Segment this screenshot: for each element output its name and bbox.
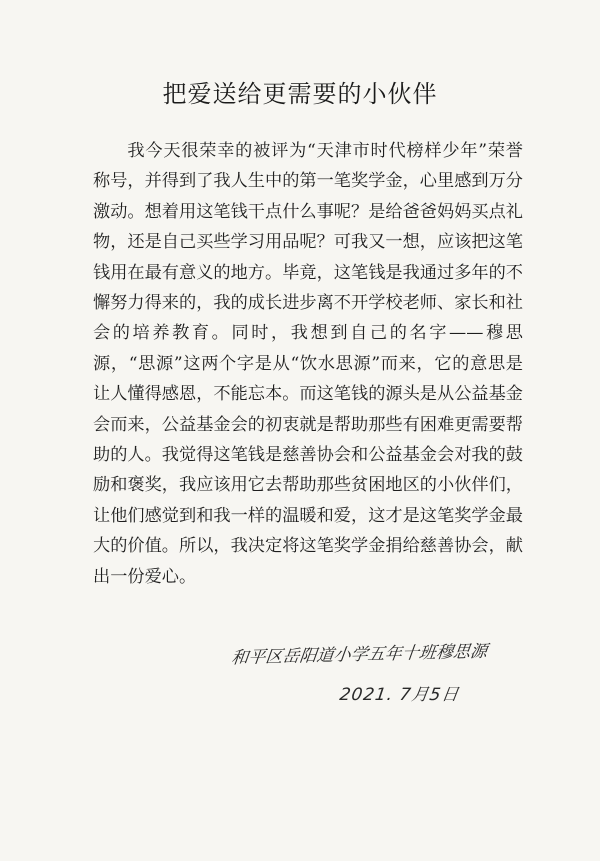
handwritten-signature: 和平区岳阳道小学五年十班穆思源 [230,641,489,669]
handwritten-date: 2021. 7月5日 [338,685,461,705]
letter-title: 把爱送给更需要的小伙伴 [162,80,438,108]
letter-body [93,136,523,592]
letter-paragraph: 我今天很荣幸的被评为“天津市时代榜样少年”荣誉称号，并得到了我人生中的第一笔奖学金，心里感到万分激动。想着用这笔钱干点什么事呢？是给爸爸妈妈买点礼物，还是自己买些学习用品呢？可我又一想，应该把这笔钱用在最有意义的地方。毕竟，这笔钱是我通过多年的不懈努力得来的，我的成长进步离不开学校老师、家长和社会的培养教育。同时，我想到自己的名字——穆思源，“思源”这两个字是从“饮水思源”而来，它的意思是让人懂得感恩，不能忘本。而这笔钱的源头是从公益基金会而来，公益基金会的初衷就是帮助那些有困难更需要帮助的人。我觉得这笔钱是慈善协会和公益基金会对我的鼓励和褒奖，我应该用它去帮助那些贫困地区的小伙伴们，让他们感觉到和我一样的温暖和爱，这才是这笔奖学金最大的价值。所以，我决定将这笔奖学金捐给慈善协会，献出一份爱心。 [93,141,523,587]
